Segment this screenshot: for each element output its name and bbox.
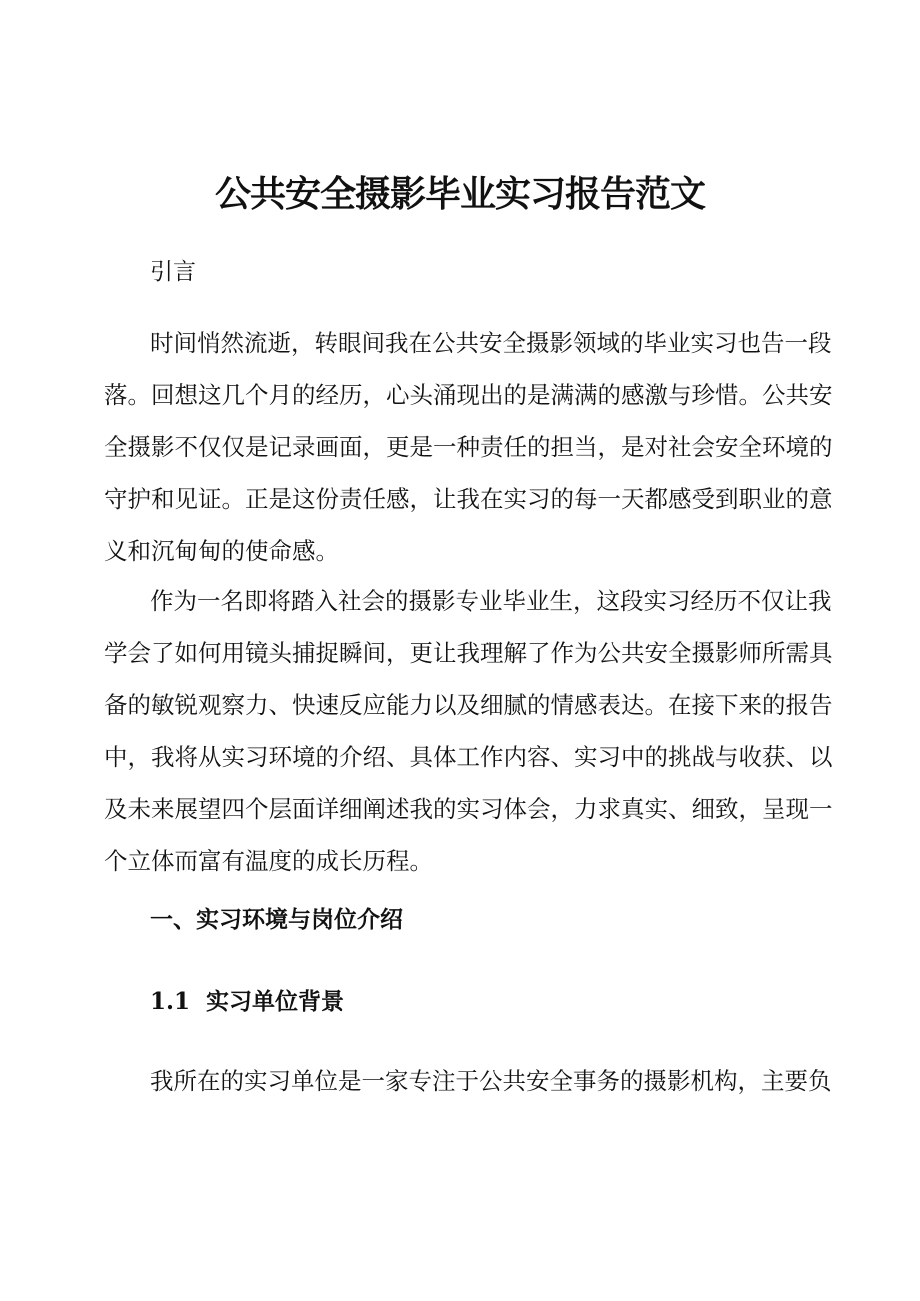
paragraph-line: 中，我将从实习环境的介绍、具体工作内容、实习中的挑战与收获、以 [104, 743, 833, 771]
paragraph-line: 个立体而富有温度的成长历程。 [104, 847, 433, 875]
section-title: 实习单位背景 [206, 989, 345, 1015]
paragraph-line: 时间悄然流逝，转眼间我在公共安全摄影领域的毕业实习也告一段 [150, 329, 832, 357]
section-1-heading: 一、实习环境与岗位介绍 [150, 907, 403, 933]
document-title: 公共安全摄影毕业实习报告范文 [214, 174, 705, 215]
section-1-1-heading [150, 986, 344, 1018]
paragraph-line: 落。回想这几个月的经历，心头涌现出的是满满的感激与珍惜。公共安 [104, 381, 833, 409]
paragraph-line: 及未来展望四个层面详细阐述我的实习体会，力求真实、细致，呈现一 [104, 795, 833, 823]
paragraph-line: 学会了如何用镜头捕捉瞬间，更让我理解了作为公共安全摄影师所需具 [104, 639, 833, 667]
section-number: 1.1 [150, 988, 191, 1015]
intro-paragraph-2 [104, 575, 833, 887]
paragraph-line: 我所在的实习单位是一家专注于公共安全事务的摄影机构，主要负 [150, 1067, 832, 1095]
paragraph-line: 义和沉甸甸的使命感。 [104, 537, 339, 565]
paragraph-line: 全摄影不仅仅是记录画面，更是一种责任的担当，是对社会安全环境的 [104, 433, 833, 461]
intro-heading: 引言 [150, 259, 196, 285]
paragraph-line: 作为一名即将踏入社会的摄影专业毕业生，这段实习经历不仅让我 [150, 587, 832, 615]
section-1-1-paragraph [150, 1055, 832, 1107]
paragraph-line: 守护和见证。正是这份责任感，让我在实习的每一天都感受到职业的意 [104, 485, 833, 513]
paragraph-line: 备的敏锐观察力、快速反应能力以及细腻的情感表达。在接下来的报告 [104, 691, 833, 719]
intro-paragraph-1 [104, 317, 833, 577]
